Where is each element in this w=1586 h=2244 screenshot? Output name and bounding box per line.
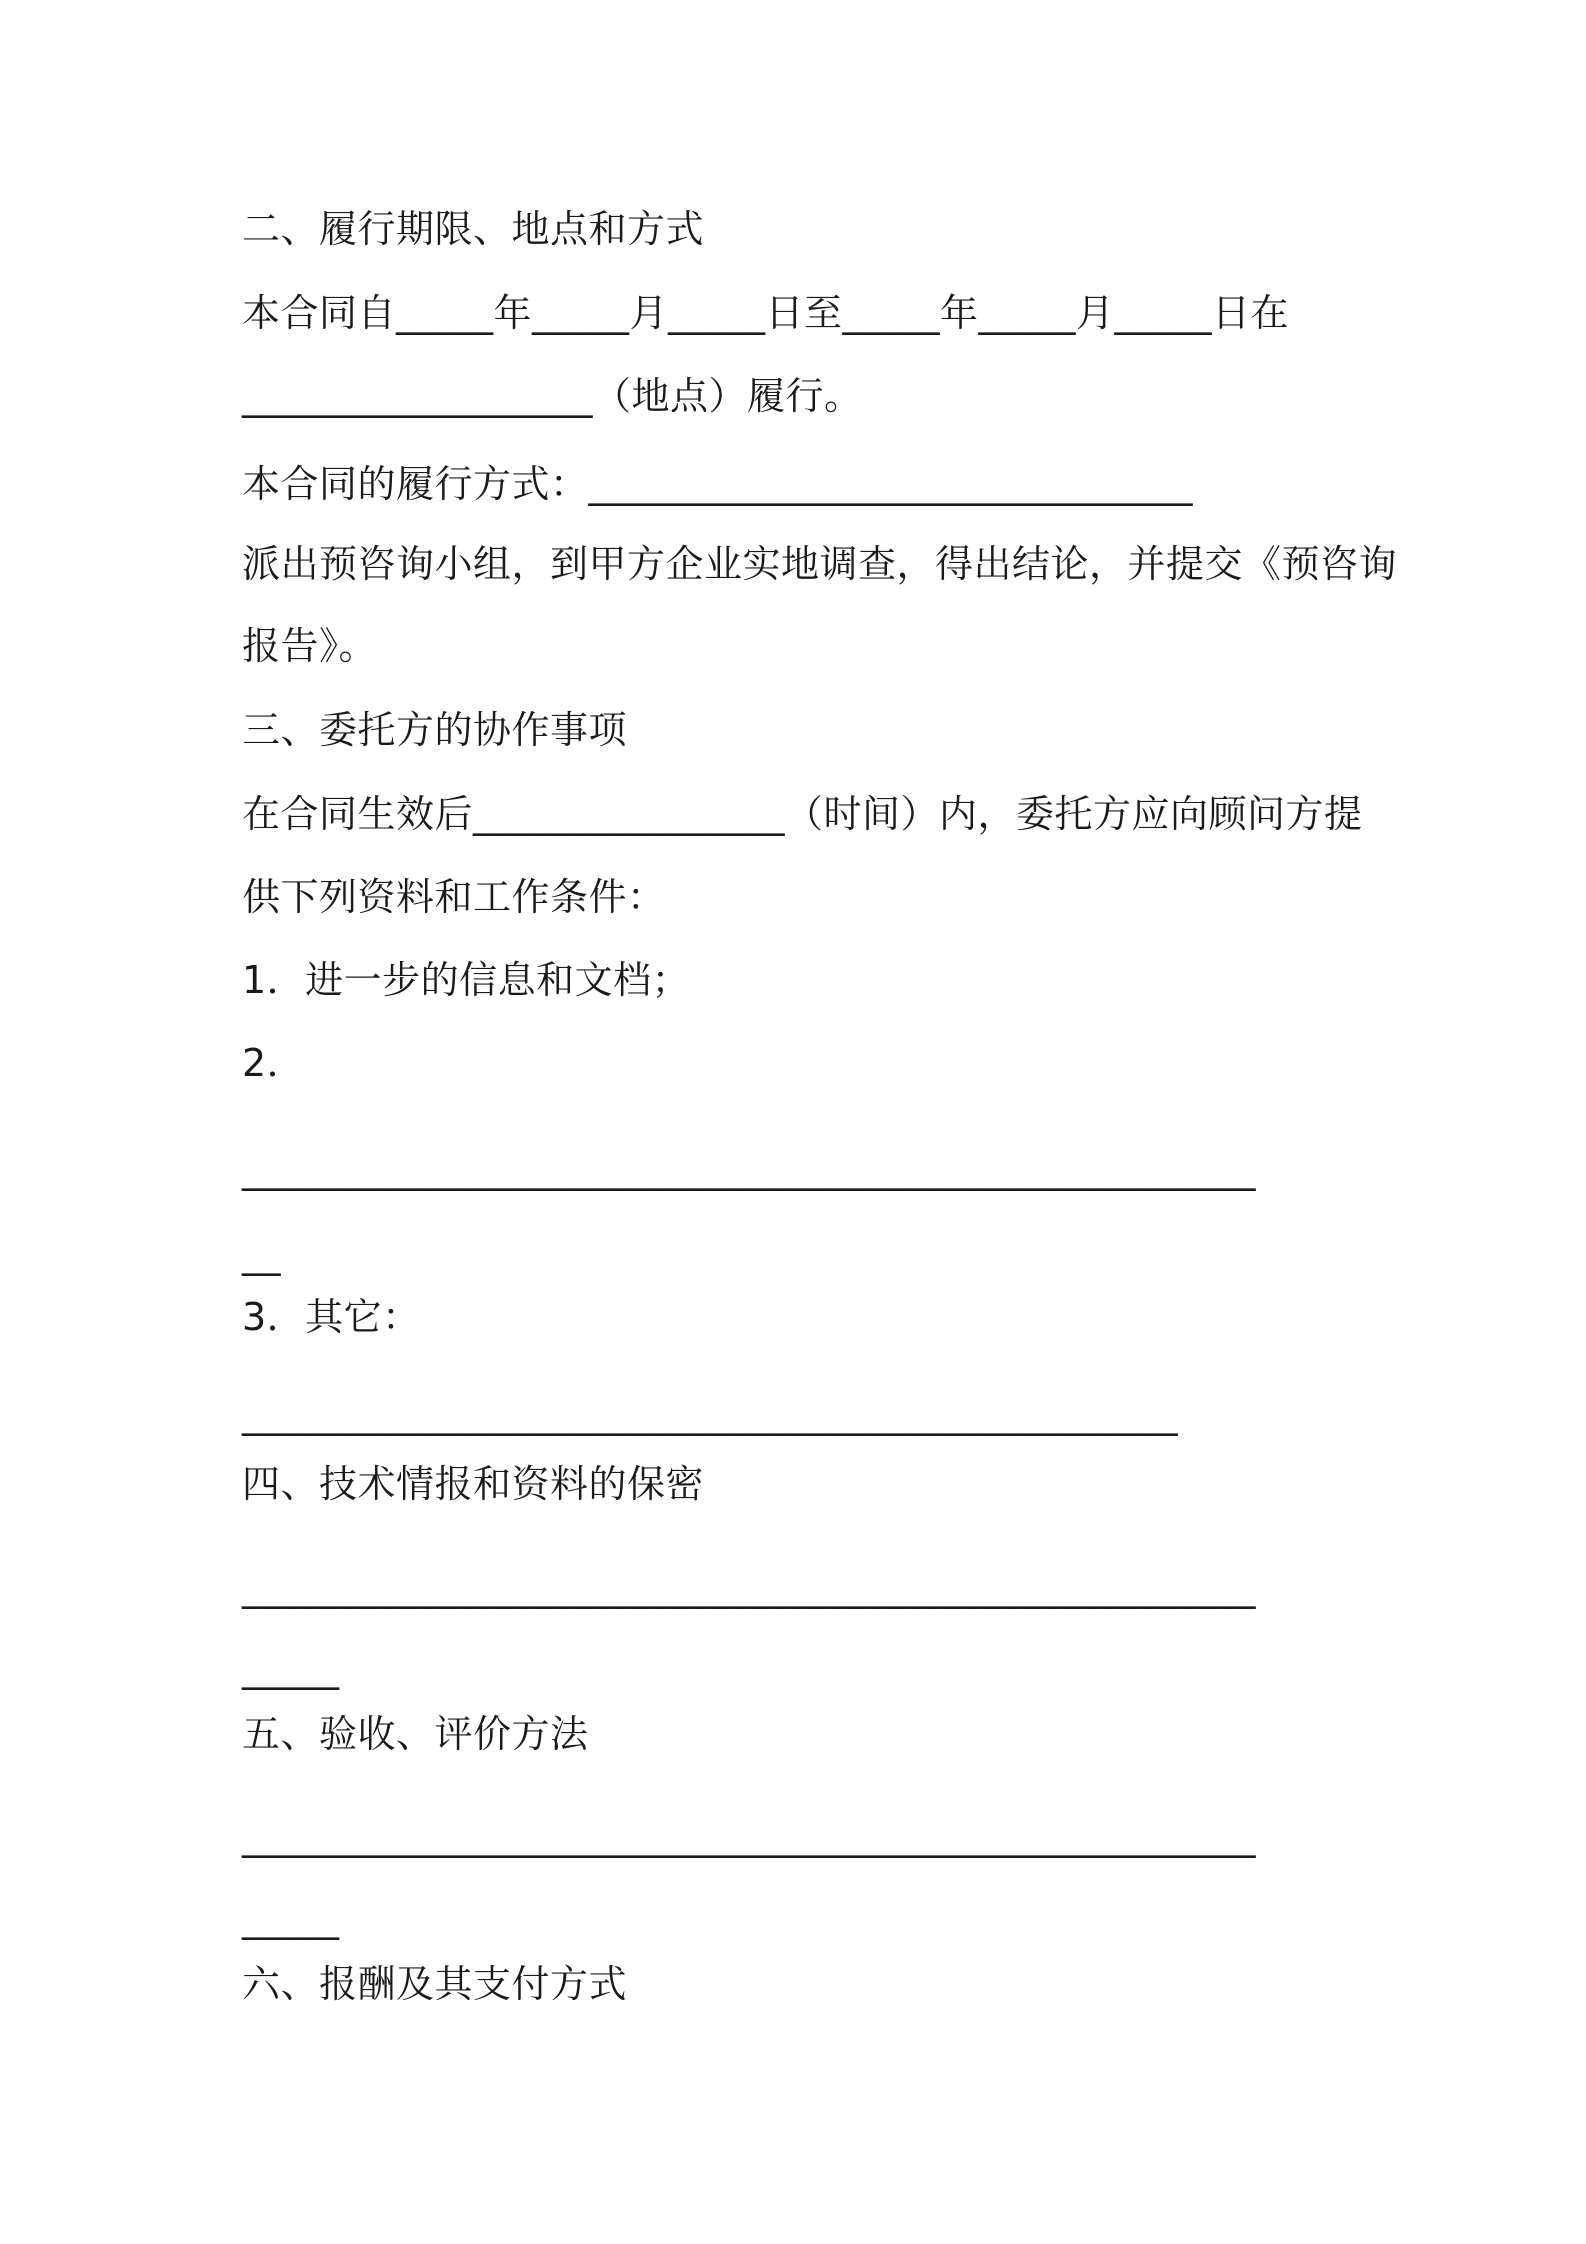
- list-item: 1．进一步的信息和文档；: [242, 958, 691, 1002]
- section-heading-3: 三、委托方的协作事项: [242, 708, 628, 752]
- blank-line: ____________________________________________________: [242, 1565, 1256, 1609]
- paragraph-line: 本合同的履行方式：_______________________________: [242, 462, 1194, 506]
- paragraph-line: 本合同自_____年_____月_____日至_____年_____月_____日在: [242, 291, 1290, 335]
- blank-line: _____: [242, 1896, 340, 1940]
- list-item: 2．: [242, 1041, 306, 1085]
- blank-line: ____________________________________________________: [242, 1814, 1256, 1858]
- blank-line: ________________________________________________: [242, 1392, 1178, 1436]
- section-heading-5: 五、验收、评价方法: [242, 1712, 589, 1756]
- paragraph-line: 供下列资料和工作条件：: [242, 875, 666, 919]
- blank-line: _____: [242, 1646, 340, 1690]
- blank-line: __: [242, 1232, 281, 1276]
- section-heading-6: 六、报酬及其支付方式: [242, 1962, 628, 2006]
- section-heading-4: 四、技术情报和资料的保密: [242, 1462, 705, 1506]
- list-item: 3．其它：: [242, 1295, 421, 1339]
- paragraph-line: __________________（地点）履行。: [242, 374, 863, 418]
- paragraph-line: 派出预咨询小组，到甲方企业实地调查，得出结论，并提交《预咨询: [242, 542, 1398, 586]
- paragraph-line: 报告》。: [242, 624, 378, 668]
- paragraph-line: 在合同生效后________________（时间）内，委托方应向顾问方提: [242, 792, 1363, 836]
- blank-line: ____________________________________________________: [242, 1147, 1256, 1191]
- section-heading-2: 二、履行期限、地点和方式: [242, 207, 705, 251]
